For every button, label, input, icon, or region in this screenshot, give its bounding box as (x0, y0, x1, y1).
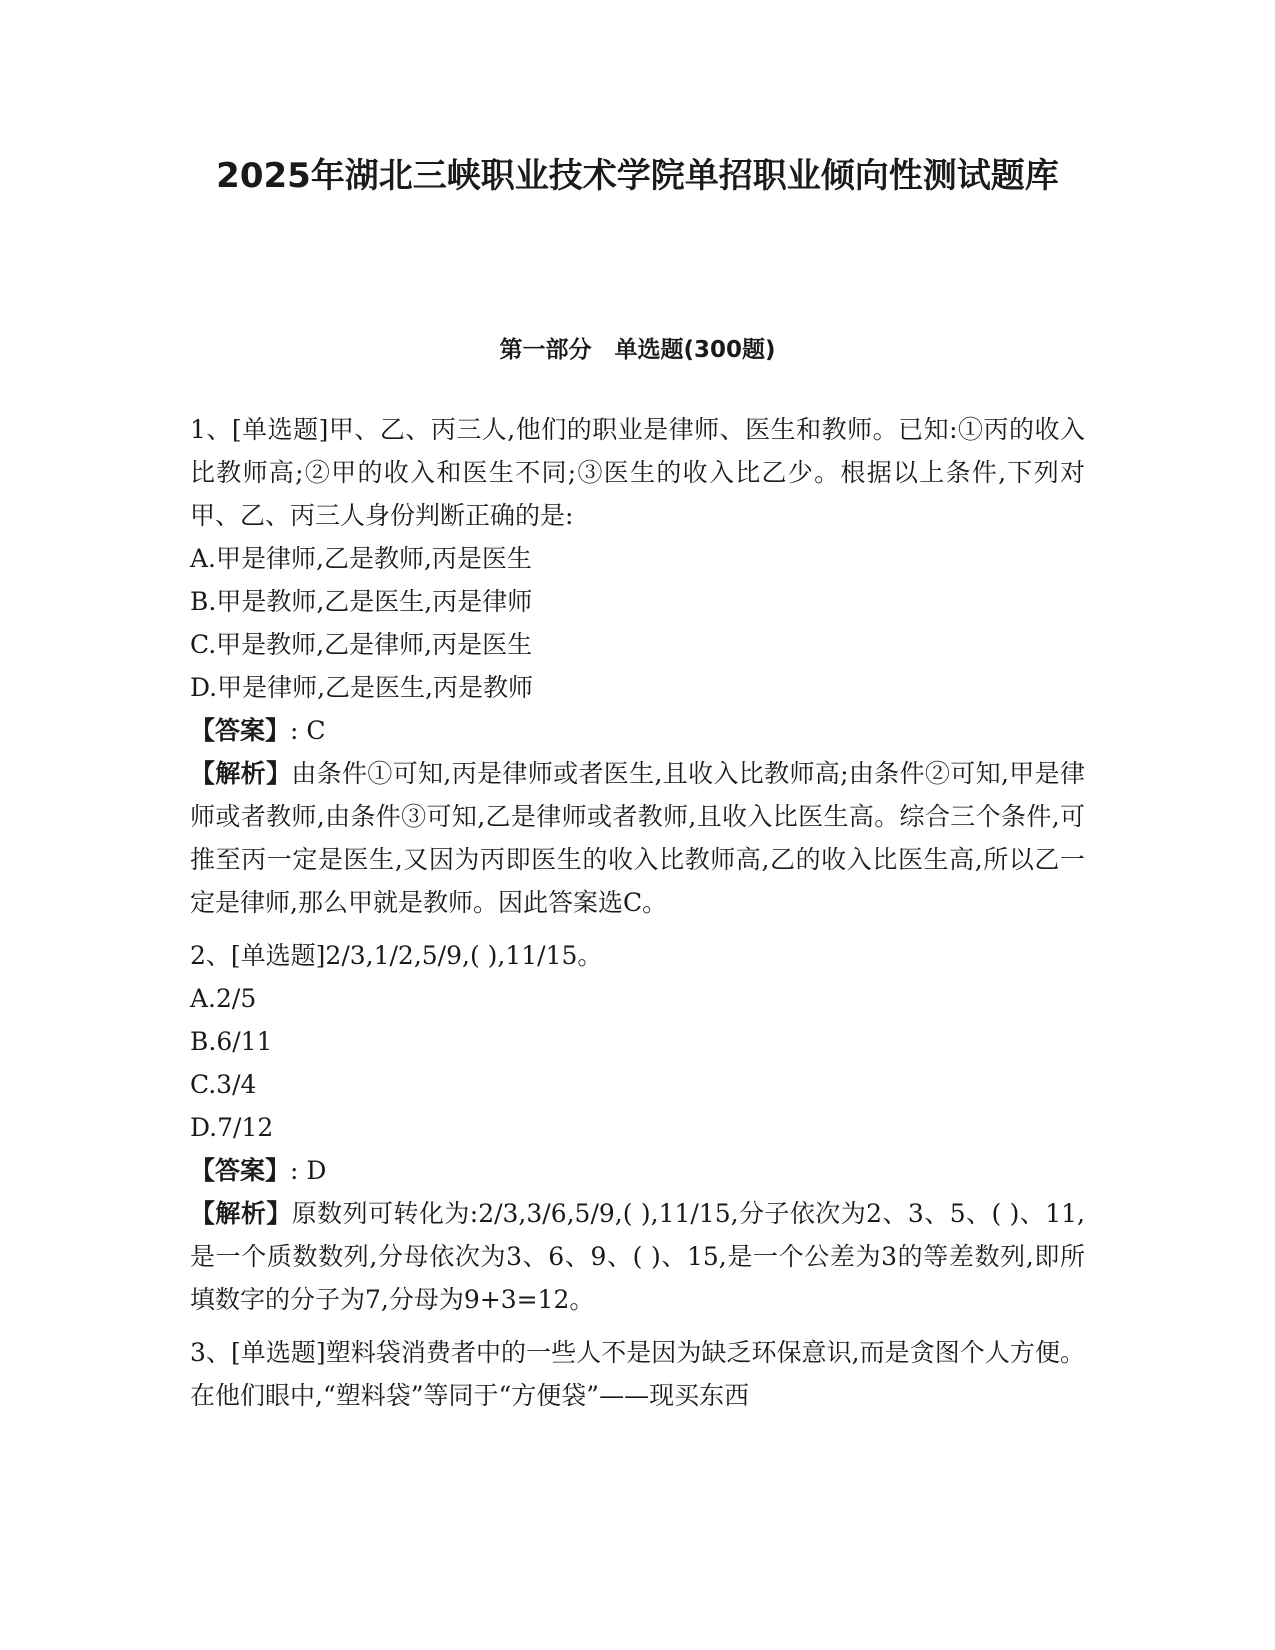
option-a: A.2/5 (190, 984, 257, 1013)
question-list (190, 408, 1085, 1427)
option-b: B.甲是教师,乙是医生,丙是律师 (190, 587, 533, 616)
answer-line (190, 1149, 1085, 1192)
question-stem: 3、[单选题]塑料袋消费者中的一些人不是因为缺乏环保意识,而是贪图个人方便。在他们眼中,“塑料袋”等同于“方便袋”——现买东西 (190, 1338, 1085, 1410)
option-d: D.甲是律师,乙是医生,丙是教师 (190, 673, 533, 702)
document-title: 2025年湖北三峡职业技术学院单招职业倾向性测试题库 (216, 156, 1059, 196)
answer-value: : D (290, 1156, 327, 1185)
answer-label: 【答案】 (190, 1156, 291, 1185)
question-stem: 1、[单选题]甲、乙、丙三人,他们的职业是律师、医生和教师。已知:①丙的收入比教师高;②甲的收入和医生不同;③医生的收入比乙少。根据以上条件,下列对甲、乙、丙三人身份判断正确的是: (190, 415, 1085, 530)
question-1 (190, 408, 1085, 924)
analysis-label: 【解析】 (190, 1199, 292, 1228)
answer-value: : C (290, 716, 326, 745)
option-b: B.6/11 (190, 1027, 273, 1056)
analysis-label: 【解析】 (190, 759, 292, 788)
analysis-text: 原数列可转化为:2/3,3/6,5/9,( ),11/15,分子依次为2、3、5、( )、11,是一个质数数列,分母依次为3、6、9、( )、15,是一个公差为3的等差数列,即所填数字的分子为7,分母为9+3=12。 (190, 1199, 1085, 1314)
question-2 (190, 934, 1085, 1321)
option-c: C.甲是教师,乙是律师,丙是医生 (190, 630, 533, 659)
answer-line (190, 709, 1085, 752)
option-a: A.甲是律师,乙是教师,丙是医生 (190, 544, 532, 573)
option-c: C.3/4 (190, 1070, 257, 1099)
question-stem: 2、[单选题]2/3,1/2,5/9,( ),11/15。 (190, 941, 603, 970)
analysis-text: 由条件①可知,丙是律师或者医生,且收入比教师高;由条件②可知,甲是律师或者教师,由条件③可知,乙是律师或者教师,且收入比医生高。综合三个条件,可推至丙一定是医生,又因为丙即医生的收入比教师高,乙的收入比医生高,所以乙一定是律师,那么甲就是教师。因此答案选C。 (190, 759, 1085, 917)
analysis (190, 752, 1085, 924)
analysis (190, 1192, 1085, 1321)
answer-label: 【答案】 (190, 716, 291, 745)
question-3 (190, 1331, 1085, 1417)
option-d: D.7/12 (190, 1113, 274, 1142)
section-heading: 第一部分 单选题(300题) (499, 337, 776, 363)
